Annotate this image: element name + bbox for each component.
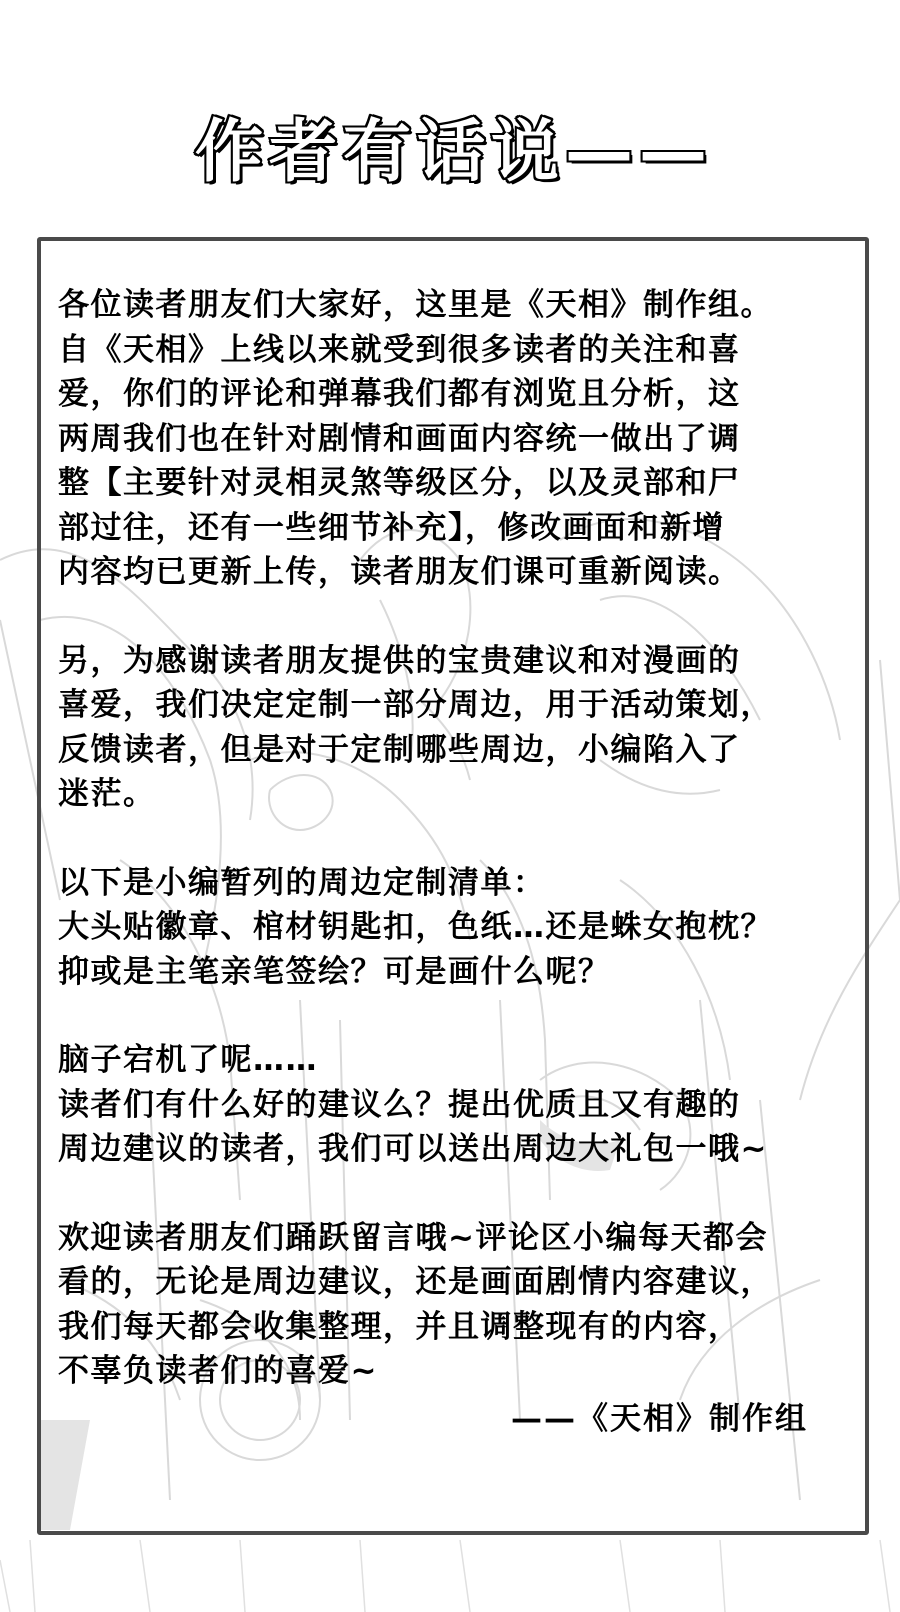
text-line: 内容均已更新上传，读者朋友们课可重新阅读。: [58, 554, 741, 590]
signature: ——《天相》制作组: [511, 1401, 808, 1437]
paragraph-suggestion-request: [58, 1038, 858, 1172]
text-line: 各位读者朋友们大家好，这里是《天相》制作组。: [58, 287, 773, 323]
text-line: 两周我们也在针对剧情和画面内容统一做出了调: [58, 420, 741, 457]
author-note-body: [58, 283, 858, 1438]
text-line: 喜爱，我们决定定制一部分周边，用于活动策划，: [58, 687, 773, 723]
text-line: 大头贴徽章、棺材钥匙扣，色纸…还是蛛女抱枕？: [58, 909, 773, 945]
text-line: 周边建议的读者，我们可以送出周边大礼包一哦~: [58, 1131, 768, 1167]
text-line: 读者们有什么好的建议么？提出优质且又有趣的: [58, 1086, 741, 1123]
paragraph-comment-invitation: [58, 1216, 858, 1394]
paragraph-merchandise-list: [58, 861, 858, 995]
text-line: 我们每天都会收集整理，并且调整现有的内容，: [58, 1308, 741, 1345]
text-line: 整【主要针对灵相灵煞等级区分，以及灵部和尸: [58, 465, 741, 501]
text-line: 迷茫。: [58, 776, 156, 812]
text-line: 反馈读者，但是对于定制哪些周边，小编陷入了: [58, 731, 741, 768]
text-line: 看的，无论是周边建议，还是画面剧情内容建议，: [58, 1264, 773, 1300]
text-line: 另，为感谢读者朋友提供的宝贵建议和对漫画的: [58, 642, 741, 679]
text-line: 以下是小编暂列的周边定制清单：: [58, 864, 546, 901]
text-line: 抑或是主笔亲笔签绘？可是画什么呢？: [58, 953, 611, 990]
page-title: 作者有话说——: [195, 113, 714, 192]
text-line: 欢迎读者朋友们踊跃留言哦~评论区小编每天都会: [58, 1219, 768, 1256]
text-line: 不辜负读者们的喜爱~: [58, 1353, 378, 1389]
paragraph-merchandise-plan: [58, 639, 858, 817]
text-line: 部过往，还有一些细节补充】，修改画面和新增: [58, 509, 725, 546]
paragraph-update-notice: [58, 283, 858, 595]
text-line: 脑子宕机了呢……: [58, 1042, 318, 1078]
text-line: 爱，你们的评论和弹幕我们都有浏览且分析，这: [58, 376, 741, 412]
text-line: 自《天相》上线以来就受到很多读者的关注和喜: [58, 331, 741, 368]
